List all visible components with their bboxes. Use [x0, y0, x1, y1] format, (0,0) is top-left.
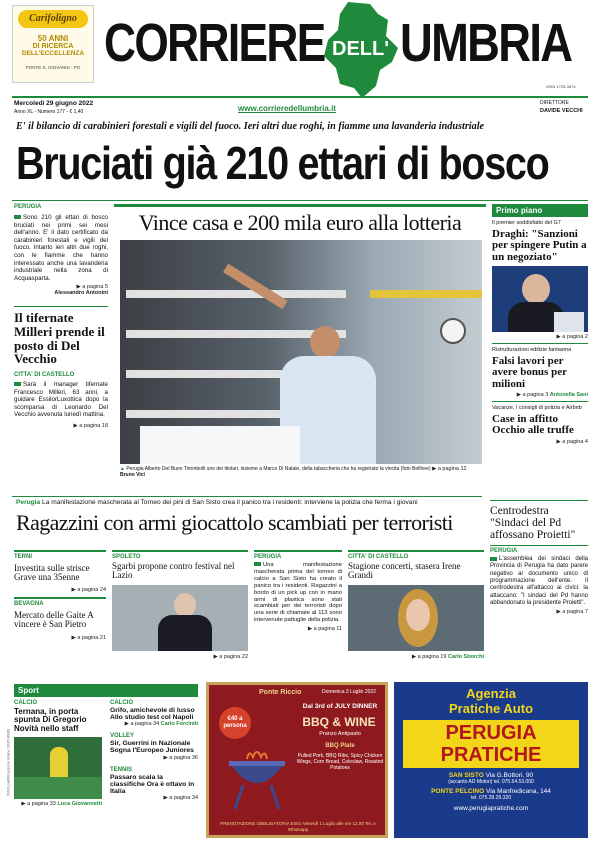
perugia-small-tag: PERUGIA	[254, 554, 282, 560]
spoleto-column	[112, 550, 248, 668]
sport-tag-1: CALCIO	[14, 700, 37, 706]
sport-ref-2-label: a pagina 34	[130, 721, 160, 728]
sport-ref-4[interactable]: ▶ a pagina 34	[163, 794, 198, 801]
right-ref-2-label: a pagina 3	[522, 392, 549, 399]
ad2-address-1	[394, 772, 588, 779]
right-ref-1[interactable]: ▶ a pagina 2	[556, 334, 588, 341]
sport-headline-3: Sir, Guerrini in Nazionale Sogna l'Europeo Juniores	[110, 740, 194, 755]
right-headline-1: Draghi: "Sanzioni per spingere Putin a un negoziato"	[492, 227, 587, 263]
draghi-photo	[492, 266, 588, 332]
castello-column	[348, 550, 484, 668]
title-corriere: CORRIERE	[104, 13, 325, 73]
center-story	[114, 204, 486, 494]
terni-ref-label: a pagina 24	[77, 586, 106, 593]
sport-tag-4: TENNIS	[110, 766, 133, 773]
castello-ref[interactable]: ▶ a pagina 19 Carlo Sborchi	[411, 653, 484, 660]
ad2-brand-box	[403, 720, 579, 768]
lead-headline: Bruciati già 210 ettari di bosco	[16, 137, 549, 189]
bbq-menu: Pulled Pork, BBQ Ribs, Spicy Chicken Wings, Corn Bread, Coleslaw, Roasted Potatoes	[296, 753, 384, 772]
right-kicker-2: Ristrutturazioni edilizie fantasma	[492, 347, 572, 354]
centrodestra-text-body: L'assemblea dei sindaci della Provincia di Perugia ha dato parere negativo al documento unico di programmazione dell'ente. Il centrodestra all'attacco ai civici: la attaccano: "I sindaci del Pd hanno abbandonato la presidente Proietti".	[490, 556, 588, 606]
left-ref-2-label: a pagina 18	[79, 422, 108, 429]
sport-section	[14, 684, 198, 840]
bbq-brand: Ponte Riccio	[259, 689, 302, 696]
terni-bar	[14, 550, 106, 552]
centrodestra-ref[interactable]: ▶ a pagina 7	[556, 609, 588, 616]
ad2-brand-2: PRATICHE	[440, 744, 542, 766]
centrodestra-rule	[490, 545, 588, 546]
badge-place: PONTE S. GIOVANNI - PG	[25, 65, 81, 70]
spoleto-tag: SPOLETO	[112, 554, 141, 560]
bevagna-tag: BEVAGNA	[14, 600, 44, 607]
title-umbria: UMBRIA	[400, 13, 572, 73]
spoleto-bar	[112, 550, 248, 552]
bbq-date: Domenica 3 Luglio 2022	[322, 689, 376, 695]
perugia-small-ref[interactable]: ▶ a pagina 11	[307, 626, 342, 633]
umbria-map-logo	[318, 0, 402, 100]
center-caption-text: Perugia Alberto Del Buon Tirombolli uno dei titolari, insieme a Marco Di Natale, della tabaccheria che ha registrato la vincita (foto Belfiore)	[126, 466, 431, 472]
right-ref-2[interactable]: ▶ a pagina 3 Antonella Sani	[516, 392, 588, 399]
ad2-address-2b: tel. 075.39.29.320	[470, 795, 512, 801]
perugia-small-ref-label: a pagina 11	[313, 626, 342, 633]
director-label: DIRETTORE	[540, 100, 569, 106]
primo-piano-header: Primo piano	[492, 204, 588, 217]
sport-ref-4-label: a pagina 34	[169, 794, 198, 801]
sport-ref-3-label: a pagina 36	[169, 754, 198, 761]
sport-headline-2: Grifo, amichevole di lusso Allo studio test col Napoli	[110, 707, 195, 722]
bbq-event: Dal 3rd of JULY DINNER	[302, 703, 378, 710]
center-ref-label: a pagina 12	[437, 466, 467, 472]
issn-text: ISSN 1725-3674	[546, 84, 576, 89]
ad2-brand-1: PERUGIA	[445, 722, 537, 744]
perugia-small-bar	[254, 550, 342, 552]
second-kicker	[16, 499, 486, 506]
castello-tag: CITTA' DI CASTELLO	[348, 554, 409, 560]
centrodestra-ref-label: a pagina 7	[562, 609, 588, 616]
grandi-photo	[348, 585, 484, 651]
left-ref-label: a pagina 5	[82, 284, 108, 291]
terni-column	[14, 550, 106, 668]
lead-rule	[12, 200, 588, 201]
right-headline-2: Falsi lavori per avere bonus per milioni	[492, 354, 567, 390]
ad2-address-1-street: Via G.Bottori, 90	[485, 772, 534, 779]
spoleto-ref[interactable]: ▶ a pagina 22	[213, 653, 248, 660]
sport-headline-1: Ternana, in porta spunta Di Gregorio Novità nello staff	[14, 707, 87, 733]
bbq-menu-head: BBQ Plate	[325, 743, 355, 749]
right-kicker-1: Il premier soddisfatto del G7	[492, 220, 561, 226]
bbq-price: €40 a persona	[223, 716, 247, 729]
sport-author-2: Carlo Forciniti	[160, 721, 198, 728]
ad2-address-2-place: PONTE PELCINO	[431, 788, 485, 795]
center-author: Bruno Vici	[120, 472, 145, 478]
issue-number: Anno XL - Numero 177 - € 1,40	[14, 109, 84, 115]
second-headline: Ragazzini con armi giocattolo scambiati per terroristi	[16, 510, 453, 535]
second-kicker-text: La manifestazione mascherata al Torneo dei pini di San Sisto crea il panico tra i residenti: interviene la polizia che ferma i giovani	[42, 499, 418, 506]
spoleto-headline: Sgarbi propone contro festival nel Lazio	[112, 561, 235, 581]
sport-headline-4: Passaro scala la classifiche Ora è ottavo in Italia	[110, 773, 195, 795]
left-tag-2: CITTA' DI CASTELLO	[14, 371, 75, 378]
center-headline: Vince casa e 200 mila euro alla lotteria	[138, 210, 462, 235]
ternana-photo	[14, 737, 102, 799]
right-headline-3: Case in affitto Occhio alle truffe	[492, 412, 574, 437]
badge-line-2: DI RICERCA	[32, 43, 74, 50]
lottery-photo	[120, 240, 482, 464]
centrodestra-headline: Centrodestra "Sindaci del Pd affossano Proietti"	[490, 505, 576, 542]
center-top-bar	[114, 204, 486, 207]
bevagna-ref-label: a pagina 21	[77, 634, 106, 641]
second-rule	[12, 496, 482, 497]
centrodestra-box	[490, 500, 588, 666]
website-link[interactable]: www.corrieredellumbria.it	[238, 104, 336, 113]
dateline-bar	[12, 96, 588, 122]
ad2-line-1: Agenzia	[466, 686, 516, 701]
ad2-address-1-place: SAN SISTO	[448, 772, 484, 779]
castello-bar	[348, 550, 484, 552]
sport-ref-1[interactable]: ▶ a pagina 33 Luca Giovannetti	[21, 801, 102, 808]
right-ref-3-label: a pagina 4	[562, 438, 588, 445]
side-issn-note: ISSN pubblicazione online 2035-8989	[5, 729, 11, 796]
sport-tag-3: VOLLEY	[110, 733, 135, 740]
bevagna-ref[interactable]: ▶ a pagina 21	[71, 634, 106, 641]
castello-ref-label: a pagina 19	[417, 653, 447, 660]
bbq-grill-icon	[227, 745, 287, 811]
bbq-title: BBQ & WINE	[302, 715, 376, 729]
right-column	[492, 204, 588, 494]
centrodestra-text	[490, 556, 588, 607]
right-rule-2	[492, 401, 588, 402]
perugia-small-text-body: Una manifestazione mascherata prima del torneo di calcio a San Sisto ha creato il panico tra i residenti. Ragazzini a bordo di un pick up con in mano armi di plastica sono stati scambiati per dei terroristi dopo una serie di chiamate al 113 sono intervenute pattuglie della polizia.	[254, 562, 342, 624]
left-author: Alessandro Antonini	[54, 290, 108, 297]
ad2-address-2	[394, 788, 588, 795]
sponsor-badge	[12, 5, 94, 83]
perugia-small-column	[254, 550, 342, 668]
left-text-2	[14, 381, 108, 419]
centrodestra-tag: PERUGIA	[490, 548, 518, 555]
ad2-address-2-street: Via Manfredicana, 144	[485, 788, 551, 795]
spoleto-ref-label: a pagina 22	[219, 653, 248, 660]
sport-header: Sport	[14, 684, 198, 697]
sgarbi-photo	[112, 585, 248, 651]
right-ref-3[interactable]: ▶ a pagina 4	[556, 438, 588, 445]
right-ref-1-label: a pagina 2	[562, 334, 588, 341]
left-text-body: Sono 210 gli ettari di bosco bruciati nei primi sei mesi dell'anno. E' il dato certificato da carabinieri forestali e vigili del fuoco. Intanto ieri altri due roghi, con le fiamme che hanno interessato anche una lavanderia industriale nella zona di Acquasparta.	[14, 214, 108, 282]
left-tag: PERUGIA	[14, 204, 42, 210]
left-text	[14, 214, 108, 282]
perugia-pratiche-ad[interactable]	[394, 682, 588, 838]
bevagna-bar	[14, 597, 106, 599]
bevagna-headline: Mercato delle Gaite A vincere è San Pietro	[14, 609, 94, 630]
bbq-price-badge	[219, 707, 251, 739]
second-kicker-place: Perugia	[16, 499, 41, 506]
perugia-small-text	[254, 562, 342, 624]
center-ref[interactable]: ▶ a pagina 12	[432, 466, 467, 472]
left-ref[interactable]: ▶ a pagina 5	[76, 284, 108, 291]
title-dell: DELL'	[332, 38, 389, 60]
ad2-website[interactable]: www.perugiapratiche.com	[453, 805, 529, 812]
badge-line-3: DELL'ECCELLENZA	[21, 50, 85, 57]
issue-date: Mercoledì 29 giugno 2022	[14, 100, 94, 107]
bbq-footer: PRENOTAZIONE OBBLIGATORIA Entro Venerdì 1 Luglio alle ore 12.00 Tel. e Whatsapp	[220, 821, 376, 832]
terni-headline: Investita sulle strisce Grave una 35enne	[14, 563, 90, 583]
left-headline-2: Il tifernate Milleri prende il posto di Del Vecchio	[14, 310, 105, 367]
sport-left	[14, 700, 102, 807]
left-text-2-body: Sarà il manager tifernate Francesco Milleri, 63 anni, a guidare EssilorLuxottica dopo la scomparsa di Leonardo Del Vecchio avvenuta lunedì mattina.	[14, 380, 108, 419]
castello-headline: Stagione concerti, stasera Irene Grandi	[348, 561, 461, 581]
sport-ref-2[interactable]: ▶ a pagina 34 Carlo Forciniti	[124, 721, 198, 728]
ad2-address-1b: (accanto AD Motori) tel. 075.54.53.000	[448, 779, 534, 785]
sport-tag-2: CALCIO	[110, 700, 133, 706]
terni-ref[interactable]: ▶ a pagina 24	[71, 586, 106, 593]
left-rule	[14, 306, 108, 307]
left-column	[14, 204, 108, 494]
right-author-2: Antonella Sani	[549, 392, 588, 399]
right-kicker-3: Vacanze, i consigli di polizia e Airbnb	[492, 405, 582, 412]
badge-line-1: 50 ANNI	[37, 34, 69, 43]
bbq-sub: Pranzo Antipasto	[319, 731, 361, 737]
sport-right	[110, 700, 198, 801]
castello-author: Carlo Sborchi	[447, 653, 484, 660]
masthead	[0, 0, 600, 100]
right-rule-1	[492, 343, 588, 344]
bbq-ad[interactable]	[206, 682, 388, 838]
director-name: DAVIDE VECCHI	[540, 108, 583, 114]
left-ref-2[interactable]: ▶ a pagina 18	[73, 422, 108, 429]
sport-author-1: Luca Giovannetti	[57, 801, 102, 808]
sport-ref-3[interactable]: ▶ a pagina 36	[163, 754, 198, 761]
center-caption: ▲ Perugia Alberto Del Buon Tirombolli uno dei titolari, insieme a Marco Di Natale, della tabaccheria che ha registrato la vincita (foto Belfiore) ▶ a pagina 12 Bruno Vici	[120, 466, 467, 478]
terni-tag: TERNI	[14, 554, 32, 560]
ad2-line-2: Pratiche Auto	[448, 701, 534, 716]
lead-kicker: E' il bilancio di carabinieri forestali e vigili del fuoco. Ieri altri due roghi, in fiamme una lavanderia industriale	[16, 121, 485, 132]
sponsor-logo: Carifoligno	[18, 10, 88, 28]
sport-ref-1-label: a pagina 33	[27, 801, 56, 808]
